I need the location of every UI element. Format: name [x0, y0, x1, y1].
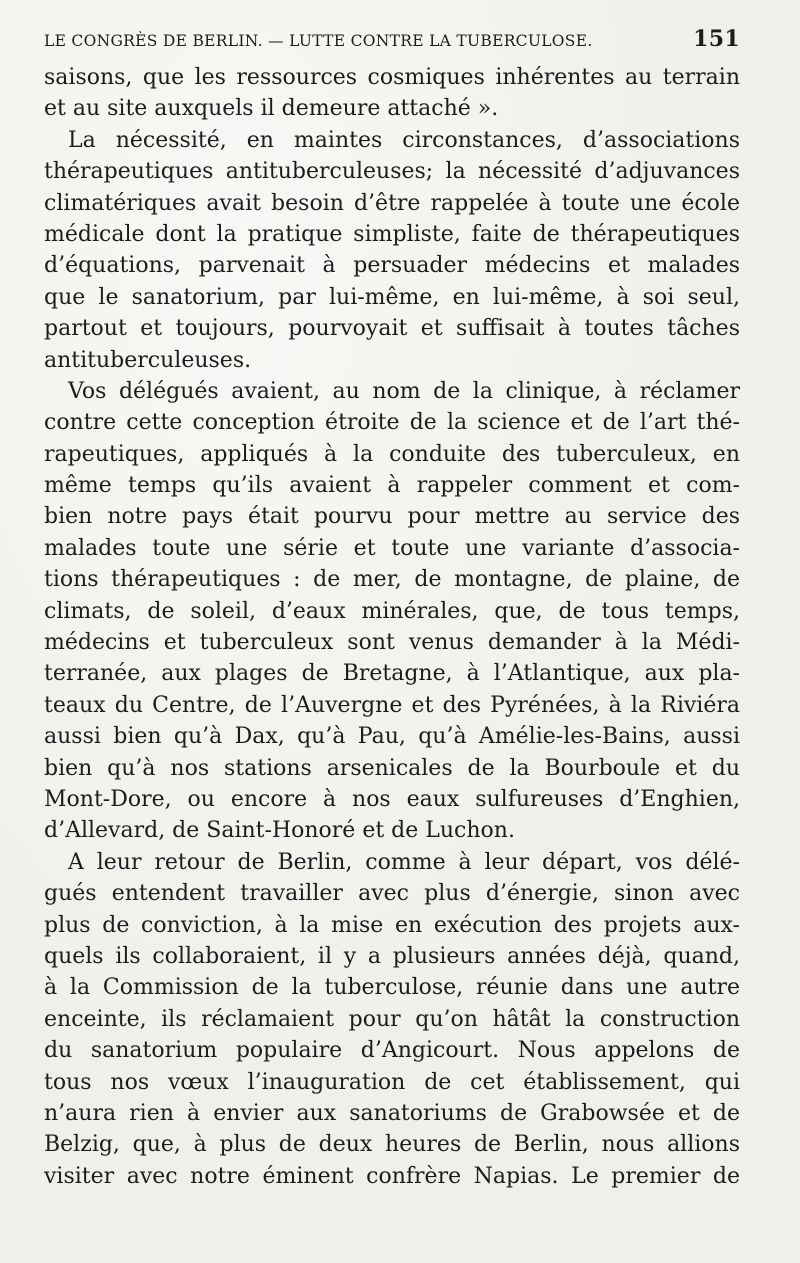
text-line: d’Allevard, de Saint-Honoré et de Luchon.: [44, 818, 515, 844]
text-line: contre cette conception étroite de la science et de l’art thé-: [44, 410, 740, 436]
page-number: 151: [693, 26, 740, 52]
text-line: rapeutiques, appliqués à la conduite des tuberculeux, en: [44, 441, 740, 467]
text-line: n’aura rien à envier aux sanatoriums de Grabowsée et de: [44, 1100, 740, 1126]
text-line: partout et toujours, pourvoyait et suffisait à toutes tâches: [44, 316, 740, 342]
text-line: climats, de soleil, d’eaux minérales, que, de tous temps,: [44, 598, 740, 624]
text-line: et au site auxquels il demeure attaché ».: [44, 96, 499, 122]
text-line: d’équations, parvenait à persuader médecins et malades: [44, 253, 740, 279]
text-line: quels ils collaboraient, il y a plusieurs années déjà, quand,: [44, 943, 740, 969]
text-line: enceinte, ils réclamaient pour qu’on hâtât la construction: [44, 1006, 740, 1032]
text-line: teaux du Centre, de l’Auvergne et des Pyrénées, à la Riviéra: [44, 692, 740, 718]
text-line: bien qu’à nos stations arsenicales de la Bourboule et du: [44, 755, 740, 781]
text-line: médicale dont la pratique simpliste, faite de thérapeutiques: [44, 221, 740, 247]
text-line: médecins et tuberculeux sont venus demander à la Médi-: [44, 630, 740, 656]
text-line: antituberculeuses.: [44, 347, 252, 373]
text-line: visiter avec notre éminent confrère Napias. Le premier de: [44, 1163, 740, 1189]
text-line: terranée, aux plages de Bretagne, à l’Atlantique, aux pla-: [44, 661, 740, 687]
text-line: même temps qu’ils avaient à rappeler comment et com-: [44, 473, 740, 499]
text-line: du sanatorium populaire d’Angicourt. Nous appelons de: [44, 1038, 740, 1064]
text-line: climatériques avait besoin d’être rappelée à toute une école: [44, 190, 740, 216]
text-line: à la Commission de la tuberculose, réunie dans une autre: [44, 975, 740, 1001]
text-line: Mont-Dore, ou encore à nos eaux sulfureuses d’Enghien,: [44, 786, 740, 812]
text-line: aussi bien qu’à Dax, qu’à Pau, qu’à Amélie-les-Bains, aussi: [44, 724, 740, 750]
text-line: que le sanatorium, par lui-même, en lui-même, à soi seul,: [44, 284, 740, 310]
text-line: saisons, que les ressources cosmiques inhérentes au terrain: [44, 65, 740, 90]
text-line: Vos délégués avaient, au nom de la clinique, à réclamer: [68, 378, 740, 404]
text-line: gués entendent travailler avec plus d’énergie, sinon avec: [44, 881, 740, 907]
text-line: A leur retour de Berlin, comme à leur départ, vos délé-: [68, 849, 740, 875]
text-line: bien notre pays était pourvu pour mettre au service des: [44, 504, 740, 530]
running-head: [44, 26, 740, 62]
text-line: malades toute une série et toute une variante d’associa-: [44, 535, 740, 561]
text-line: La nécessité, en maintes circonstances, d’associations: [68, 127, 740, 153]
text-line: plus de conviction, à la mise en exécution des projets aux-: [44, 912, 740, 938]
text-line: Belzig, que, à plus de deux heures de Berlin, nous allions: [44, 1132, 740, 1158]
text-line: thérapeutiques antituberculeuses; la nécessité d’adjuvances: [44, 159, 740, 185]
body-text: [44, 62, 740, 1192]
text-line: tions thérapeutiques : de mer, de montagne, de plaine, de: [44, 567, 740, 593]
running-title: LE CONGRÈS DE BERLIN. — LUTTE CONTRE LA TUBERCULOSE.: [44, 32, 593, 50]
text-line: tous nos vœux l’inauguration de cet établissement, qui: [44, 1069, 740, 1095]
